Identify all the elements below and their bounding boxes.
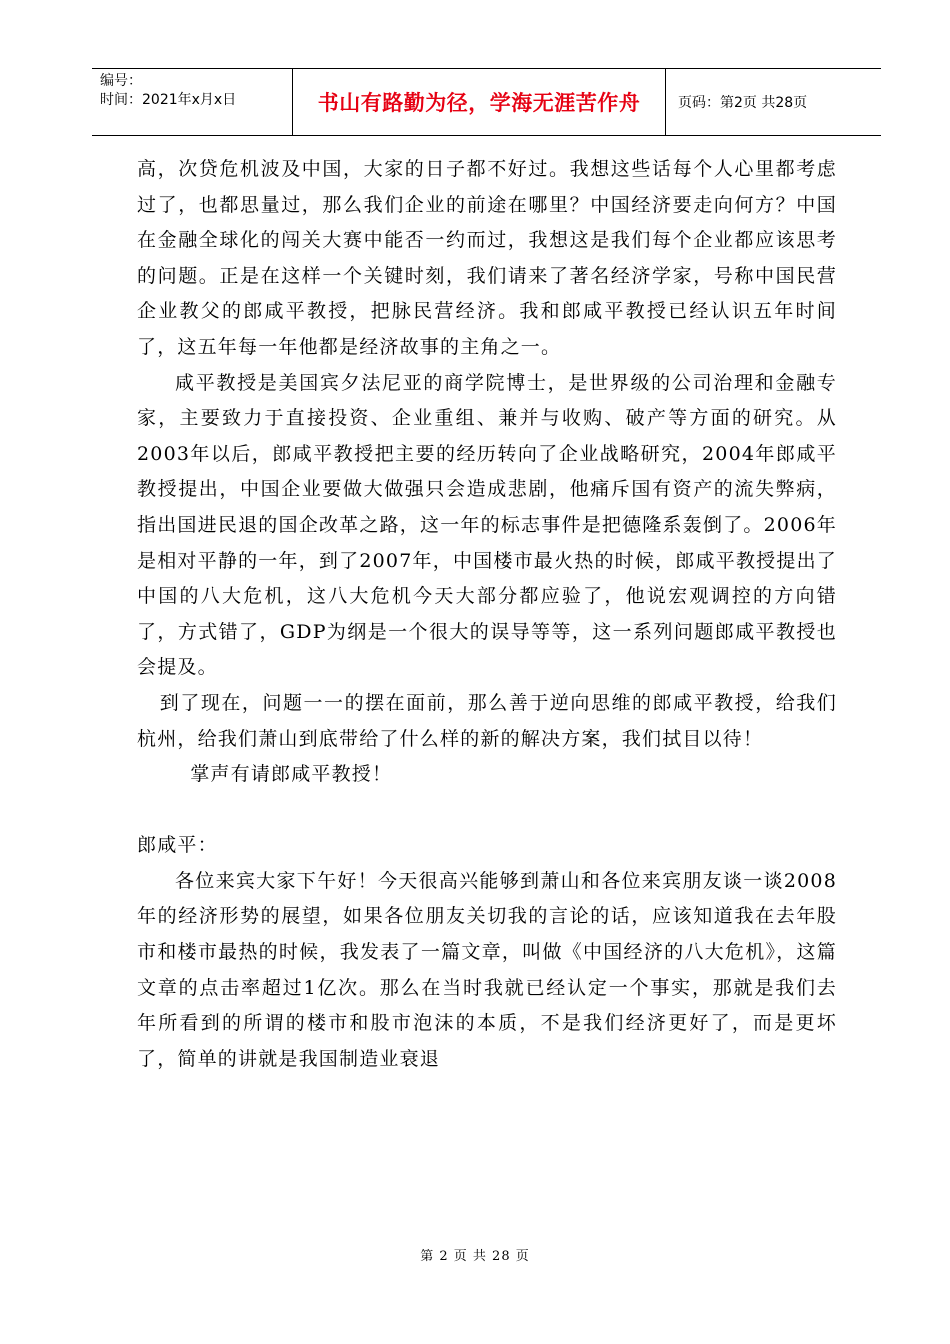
motto: 书山有路勤为径，学海无涯苦作舟: [293, 69, 666, 135]
time-label: 时间：2021年x月x日: [100, 92, 237, 108]
paragraph: 各位来宾大家下午好！今天很高兴能够到萧山和各位来宾朋友谈一谈2008年的经济形势的展望，如果各位朋友关切我的言论的话，应该知道我在去年股市和楼市最热的时候，我发表了一篇文章，叫做《中国经济的八大危机》，这篇文章的点击率超过1亿次。那么在当时我就已经认定一个事实，那就是我们去年所看到的所谓的楼市和股市泡沫的本质，不是我们经济更好了，而是更坏了，简单的讲就是我国制造业衰退: [137, 869, 837, 1070]
document-body: [137, 152, 837, 1077]
paragraph: 掌声有请郎咸平教授！: [190, 763, 393, 786]
number-label: 编号：: [100, 73, 142, 89]
page-header: [92, 68, 881, 136]
paragraph: 高，次贷危机波及中国，大家的日子都不好过。我想这些话每个人心里都考虑过了，也都思量过，那么我们企业的前途在哪里？中国经济要走向何方？中国在金融全球化的闯关大赛中能否一约而过，我想这是我们每个企业都应该思考的问题。正是在这样一个关键时刻，我们请来了著名经济学家，号称中国民营企业教父的郎咸平教授，把脉民营经济。我和郎咸平教授已经认识五年时间了，这五年每一年他都是经济故事的主角之一。: [137, 158, 837, 358]
paragraph: 咸平教授是美国宾夕法尼亚的商学院博士，是世界级的公司治理和金融专家，主要致力于直接投资、企业重组、兼并与收购、破产等方面的研究。从2003年以后，郎咸平教授把主要的经历转向了企业战略研究，2004年郎咸平教授提出，中国企业要做大做强只会造成悲剧，他痛斥国有资产的流失弊病，指出国进民退的国企改革之路，这一年的标志事件是把德隆系轰倒了。2006年是相对平静的一年，到了2007年，中国楼市最火热的时候，郎咸平教授提出了中国的八大危机，这八大危机今天大部分都应验了，他说宏观调控的方向错了，方式错了，GDP为纲是一个很大的误导等等，这一系列问题郎咸平教授也会提及。: [137, 371, 837, 679]
page-footer: 第 2 页 共 28 页: [420, 1249, 530, 1264]
blank-line: [137, 793, 837, 829]
speaker-label: 郎咸平：: [137, 834, 218, 857]
page-number-label: 页码：第2页 共28页: [678, 95, 808, 111]
header-meta: [92, 69, 293, 135]
paragraph: 到了现在，问题一一的摆在面前，那么善于逆向思维的郎咸平教授，给我们杭州，给我们萧山到底带给了什么样的新的解决方案，我们拭目以待！: [137, 691, 837, 750]
